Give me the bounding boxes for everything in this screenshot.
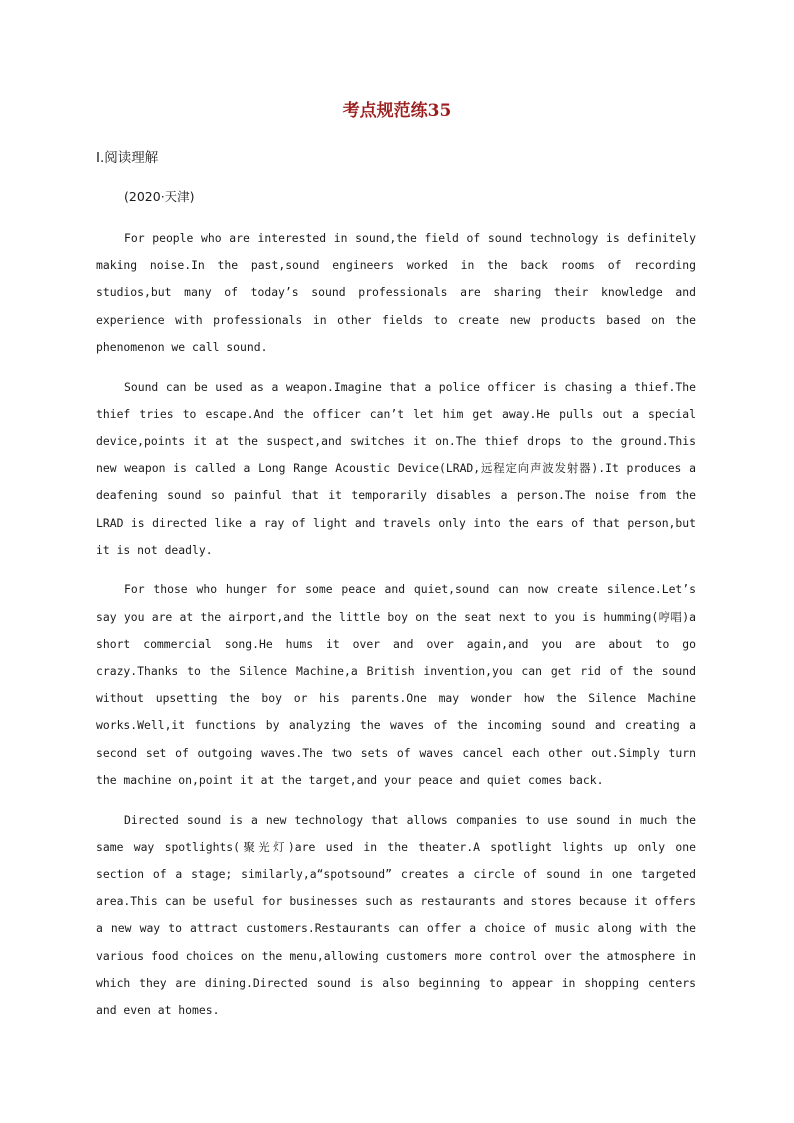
paragraph-3: For those who hunger for some peace and quiet,sound can now create silence.Let’s say you are at the airport,and the little boy on the seat next to you is humming(哼唱)a short commercial song.He hums it over and over again,and you are about to go crazy.Thanks to the Silence Machine,a British invention,you can get rid of the sound without upsetting the boy or his parents.One may wonder how the Silence Machine works.Well,it functions by analyzing the waves of the incoming sound and creating a second set of outgoing waves.The two sets of waves cancel each other out.Simply turn the machine on,point it at the target,and your peace and quiet comes back. (96, 582, 696, 787)
passage-source: (2020·天津) (124, 189, 195, 204)
reading-passage (96, 225, 696, 1037)
page-title: 考点规范练35 (342, 101, 452, 121)
paragraph-4: Directed sound is a new technology that allows companies to use sound in much the same way spotlights(聚光灯)are used in the theater.A spotlight lights up only one section of a stage; similarly,a“spotsound” creates a circle of sound in one targeted area.This can be useful for businesses such as restaurants and stores because it offers a new way to attract customers.Restaurants can offer a choice of music along with the various food choices on the menu,allowing customers more control over the atmosphere in which they are dining.Directed sound is also beginning to appear in shopping centers and even at homes. (96, 812, 696, 1017)
section-heading: Ⅰ.阅读理解 (96, 150, 159, 166)
paragraph-2: Sound can be used as a weapon.Imagine that a police officer is chasing a thief.The thief tries to escape.And the officer can’t let him get away.He pulls out a special device,points it at the suspect,and switches it on.The thief drops to the ground.This new weapon is called a Long Range Acoustic Device(LRAD,远程定向声波发射器).It produces a deafening sound so painful that it temporarily disables a person.The noise from the LRAD is directed like a ray of light and travels only into the ears of that person,but it is not deadly. (96, 379, 696, 557)
paragraph-1: For people who are interested in sound,the field of sound technology is definitely making noise.In the past,sound engineers worked in the back rooms of recording studios,but many of today’s sound professionals are sharing their knowledge and experience with professionals in other fields to create new products based on the phenomenon we call sound. (96, 231, 696, 354)
